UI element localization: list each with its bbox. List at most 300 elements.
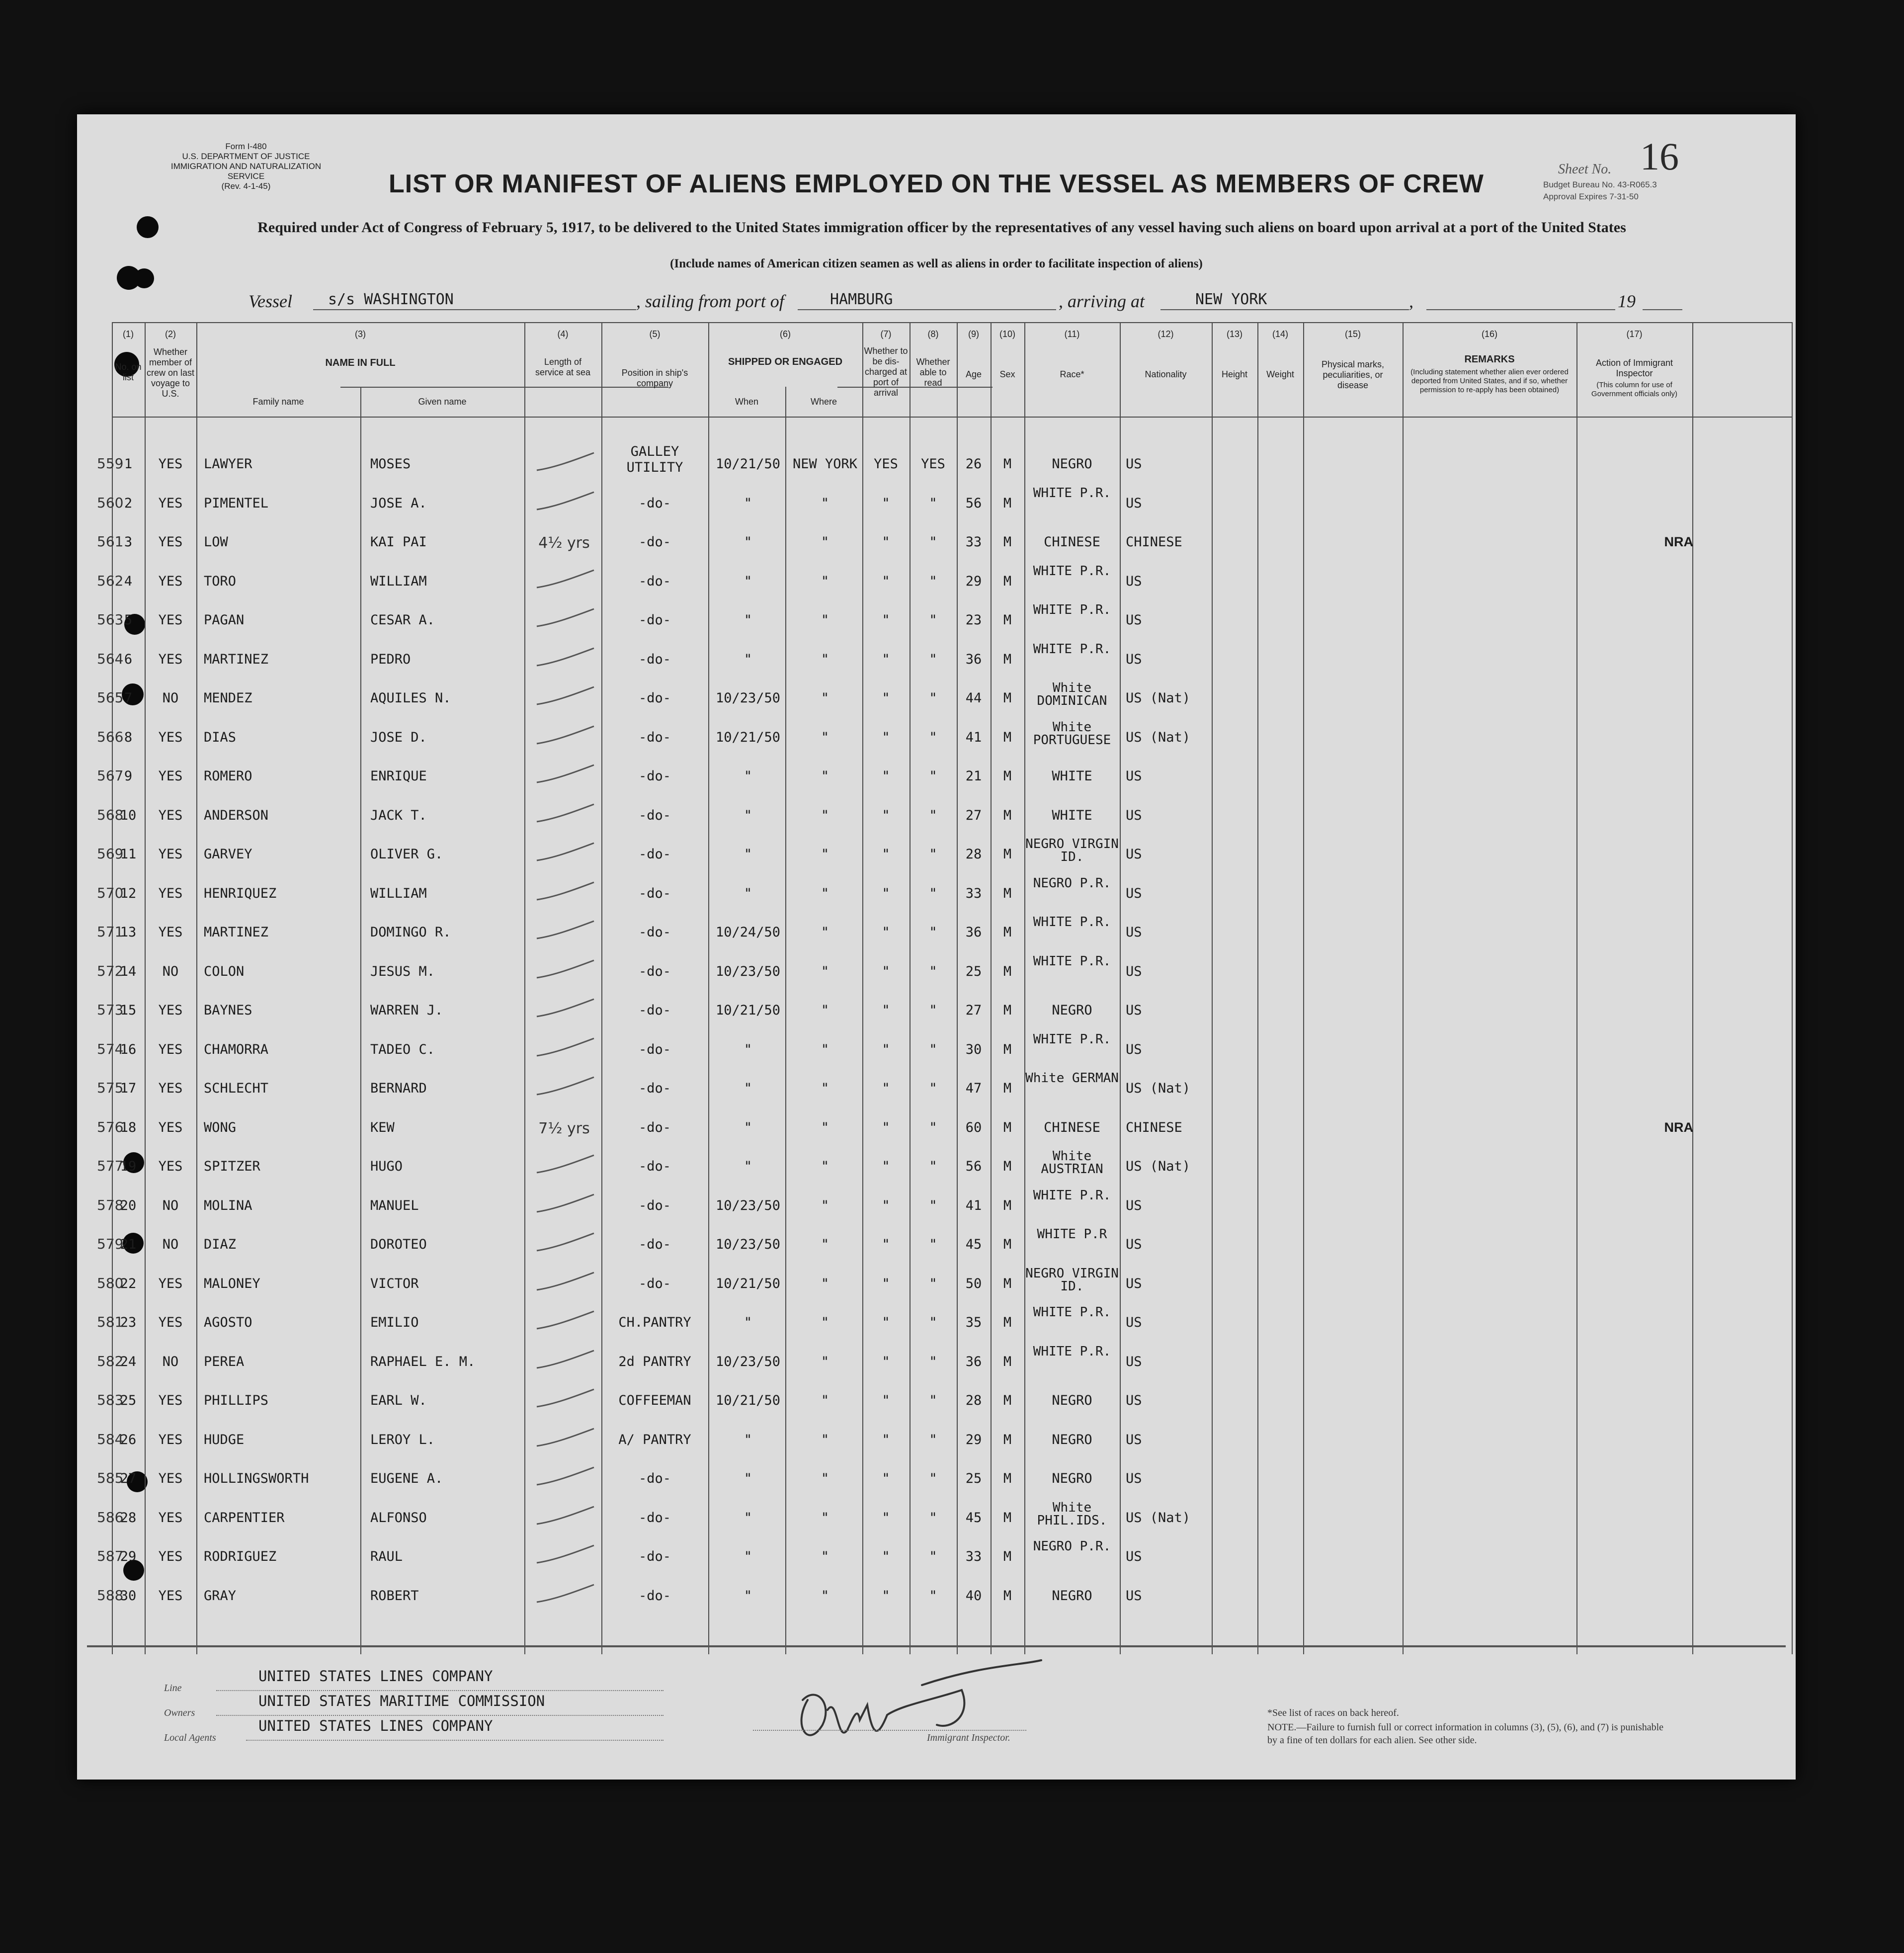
row-19-position: -do- (638, 1159, 671, 1174)
row-30-when: " (744, 1588, 752, 1604)
row-14-where: " (821, 963, 829, 979)
row-10-age: 27 (965, 807, 982, 823)
row-21-age: 45 (965, 1237, 982, 1252)
row-28-age: 45 (965, 1510, 982, 1526)
row-20-member: NO (162, 1197, 179, 1213)
row-1-discharged: YES (874, 456, 898, 472)
row-14-race: WHITE P.R. (1033, 953, 1111, 969)
col-num: (1) (123, 329, 134, 339)
row-7-sex: M (1003, 690, 1012, 706)
row-25-age: 28 (965, 1393, 982, 1408)
row-5-race: WHITE P.R. (1033, 602, 1111, 617)
row-25-sex: M (1003, 1393, 1012, 1408)
header-no-on-list: No. on list (115, 362, 142, 382)
header-race: Race* (1060, 369, 1084, 379)
header-weight: Weight (1266, 369, 1294, 379)
row-27-discharged: " (882, 1471, 890, 1486)
row-8-read: " (929, 729, 937, 745)
row-4-sex: M (1003, 573, 1012, 589)
row-22-position: -do- (638, 1275, 671, 1291)
row-8-family: DIAS (204, 729, 237, 745)
row-6-where: " (821, 651, 829, 667)
row-26-member: YES (158, 1432, 183, 1447)
pencil-check-mark (534, 919, 599, 943)
pencil-check-mark (534, 1309, 599, 1334)
row-1-given: MOSES (370, 456, 411, 472)
row-19-discharged: " (882, 1159, 890, 1174)
row-26-no: 26 (120, 1432, 137, 1447)
row-27-race: NEGRO (1052, 1471, 1092, 1486)
row-17-sex: M (1003, 1081, 1012, 1096)
row-20-no: 20 (120, 1197, 137, 1213)
row-17-race: White GERMAN (1025, 1071, 1119, 1086)
row-16-no: 16 (120, 1041, 137, 1057)
header-nationality: Nationality (1145, 369, 1187, 379)
row-23-discharged: " (882, 1315, 890, 1330)
pencil-check-mark (534, 606, 599, 631)
header-member-last-voyage: Whether member of crew on last voyage to U.S. (146, 347, 195, 399)
row-18-given: KEW (370, 1119, 395, 1135)
row-30-discharged: " (882, 1588, 890, 1604)
row-14-when: 10/23/50 (715, 963, 781, 979)
row-30-where: " (821, 1588, 829, 1604)
row-29-where: " (821, 1549, 829, 1564)
pencil-check-mark (534, 841, 599, 865)
row-3-nationality: CHINESE (1126, 534, 1182, 550)
row-22-read: " (929, 1275, 937, 1291)
row-10-position: -do- (638, 807, 671, 823)
row-5-discharged: " (882, 612, 890, 628)
pencil-check-mark (534, 568, 599, 593)
row-12-where: " (821, 885, 829, 901)
row-3-read: " (929, 534, 937, 550)
sheet-number-label: Sheet No. (1558, 162, 1612, 177)
row-27-age: 25 (965, 1471, 982, 1486)
row-22-given: VICTOR (370, 1275, 419, 1291)
margin-line-number: 569 (97, 846, 124, 862)
row-6-race: WHITE P.R. (1033, 641, 1111, 657)
row-12-member: YES (158, 885, 183, 901)
header-discharged: Whether to be dis-charged at port of arrival (864, 346, 908, 398)
pencil-check-mark (534, 1348, 599, 1373)
row-3-action: NRA (1664, 534, 1693, 549)
row-1-family: LAWYER (204, 456, 252, 472)
header-remarks-note: (Including statement whether alien ever ordered deported from United States, and if so, whether permission to re-apply has been obtained) (1410, 368, 1569, 394)
pencil-check-mark (534, 490, 599, 514)
row-9-nationality: US (1126, 768, 1142, 784)
penalty-note: NOTE.—Failure to furnish full or correct information in columns (3), (5), (6), and (7) is punishable by a fine of ten dollars for each alien. See other side. (1267, 1722, 1664, 1746)
row-28-race: White PHIL.IDS. (1037, 1500, 1107, 1528)
row-7-read: " (929, 690, 937, 706)
margin-line-number: 579 (97, 1236, 124, 1252)
vessel-label: Vessel (248, 291, 292, 311)
row-22-no: 22 (120, 1275, 137, 1291)
row-2-where: " (821, 495, 829, 511)
row-2-nationality: US (1126, 495, 1142, 511)
row-27-family: HOLLINGSWORTH (204, 1471, 309, 1486)
row-6-when: " (744, 651, 752, 667)
row-23-race: WHITE P.R. (1033, 1305, 1111, 1320)
row-14-read: " (929, 963, 937, 979)
row-16-position: -do- (638, 1041, 671, 1057)
margin-line-number: 565 (97, 689, 124, 706)
row-16-when: " (744, 1041, 752, 1057)
row-7-given: AQUILES N. (370, 690, 451, 706)
row-19-given: HUGO (370, 1159, 403, 1174)
row-21-nationality: US (1126, 1237, 1142, 1252)
margin-line-number: 560 (97, 494, 124, 511)
row-10-where: " (821, 807, 829, 823)
margin-line-number: 575 (97, 1080, 124, 1096)
col-num: (6) (780, 329, 791, 339)
col-num: (2) (165, 329, 176, 339)
row-18-where: " (821, 1119, 829, 1135)
row-9-when: " (744, 768, 752, 784)
row-21-given: DOROTEO (370, 1237, 427, 1252)
row-11-age: 28 (965, 847, 982, 862)
row-5-where: " (821, 612, 829, 628)
row-4-race: WHITE P.R. (1033, 563, 1111, 579)
row-9-sex: M (1003, 768, 1012, 784)
pencil-check-mark (534, 1153, 599, 1178)
row-16-where: " (821, 1041, 829, 1057)
row-13-when: 10/24/50 (715, 925, 781, 940)
row-9-position: -do- (638, 768, 671, 784)
row-24-nationality: US (1126, 1354, 1142, 1369)
row-29-nationality: US (1126, 1549, 1142, 1564)
row-7-age: 44 (965, 690, 982, 706)
page-subnote: (Include names of American citizen seamen as well as aliens in order to facilitate inspection of aliens) (670, 257, 1203, 270)
row-18-discharged: " (882, 1119, 890, 1135)
row-10-family: ANDERSON (204, 807, 269, 823)
pencil-check-mark (534, 1231, 599, 1256)
row-26-sex: M (1003, 1432, 1012, 1447)
row-1-read: YES (921, 456, 945, 472)
row-23-where: " (821, 1315, 829, 1330)
row-30-read: " (929, 1588, 937, 1604)
row-9-given: ENRIQUE (370, 768, 427, 784)
row-30-race: NEGRO (1052, 1588, 1092, 1604)
row-21-family: DIAZ (204, 1237, 237, 1252)
row-15-age: 27 (965, 1003, 982, 1018)
row-26-nationality: US (1126, 1432, 1142, 1447)
row-3-position: -do- (638, 534, 671, 550)
row-5-position: -do- (638, 612, 671, 628)
pencil-check-mark (534, 802, 599, 827)
row-2-no: 2 (124, 495, 133, 511)
row-8-nationality: US (Nat) (1126, 729, 1191, 745)
row-3-when: " (744, 534, 752, 550)
row-17-discharged: " (882, 1081, 890, 1096)
row-24-read: " (929, 1354, 937, 1369)
row-26-discharged: " (882, 1432, 890, 1447)
pencil-check-mark (534, 1387, 599, 1412)
row-5-family: PAGAN (204, 612, 245, 628)
row-23-age: 35 (965, 1315, 982, 1330)
pencil-check-mark (534, 1504, 599, 1529)
row-9-family: ROMERO (204, 768, 252, 784)
pencil-check-mark (534, 646, 599, 671)
row-9-read: " (929, 768, 937, 784)
row-13-discharged: " (882, 925, 890, 940)
row-18-no: 18 (120, 1119, 137, 1135)
margin-line-number: 576 (97, 1118, 124, 1135)
header-shipped-or-engaged: SHIPPED OR ENGAGED (728, 356, 843, 367)
row-12-discharged: " (882, 885, 890, 901)
row-13-member: YES (158, 925, 183, 940)
row-24-when: 10/23/50 (715, 1354, 781, 1369)
row-2-sex: M (1003, 495, 1012, 511)
row-14-given: JESUS M. (370, 963, 435, 979)
row-1-age: 26 (965, 456, 982, 472)
header-given-name: Given name (418, 397, 467, 407)
row-16-given: TADEO C. (370, 1041, 435, 1057)
row-17-age: 47 (965, 1081, 982, 1096)
row-6-no: 6 (124, 651, 133, 667)
row-19-age: 56 (965, 1159, 982, 1174)
row-17-member: YES (158, 1081, 183, 1096)
vessel-name: s/s WASHINGTON (328, 291, 454, 308)
row-8-no: 8 (124, 729, 133, 745)
margin-line-number: 583 (97, 1392, 124, 1408)
margin-line-number: 584 (97, 1431, 124, 1447)
row-16-member: YES (158, 1041, 183, 1057)
row-11-given: OLIVER G. (370, 847, 443, 862)
row-11-race: NEGRO VIRGIN ID. (1025, 837, 1119, 864)
row-4-position: -do- (638, 573, 671, 589)
row-12-family: HENRIQUEZ (204, 885, 277, 901)
col-num: (13) (1226, 329, 1242, 339)
row-27-position: -do- (638, 1471, 671, 1486)
row-19-family: SPITZER (204, 1159, 260, 1174)
page-title: LIST OR MANIFEST OF ALIENS EMPLOYED ON THE VESSEL AS MEMBERS OF CREW (389, 170, 1484, 198)
row-12-no: 12 (120, 885, 137, 901)
row-7-no: 7 (124, 690, 133, 706)
row-30-sex: M (1003, 1588, 1012, 1604)
pencil-check-mark (534, 1075, 599, 1100)
sailing-label: , sailing from port of (636, 291, 784, 311)
row-21-where: " (821, 1237, 829, 1252)
row-25-where: " (821, 1393, 829, 1408)
row-15-discharged: " (882, 1003, 890, 1018)
col-num: (16) (1481, 329, 1497, 339)
row-6-sex: M (1003, 651, 1012, 667)
row-19-sex: M (1003, 1159, 1012, 1174)
row-6-age: 36 (965, 651, 982, 667)
row-27-given: EUGENE A. (370, 1471, 443, 1486)
margin-line-number: 564 (97, 650, 124, 667)
row-7-position: -do- (638, 690, 671, 706)
row-26-read: " (929, 1432, 937, 1447)
row-4-discharged: " (882, 573, 890, 589)
row-20-when: 10/23/50 (715, 1197, 781, 1213)
row-27-where: " (821, 1471, 829, 1486)
header-height: Height (1221, 369, 1248, 379)
row-7-discharged: " (882, 690, 890, 706)
row-22-sex: M (1003, 1275, 1012, 1291)
row-20-position: -do- (638, 1197, 671, 1213)
row-1-where: NEW YORK (792, 456, 858, 472)
row-5-member: YES (158, 612, 183, 628)
row-24-discharged: " (882, 1354, 890, 1369)
row-20-discharged: " (882, 1197, 890, 1213)
row-27-when: " (744, 1471, 752, 1486)
row-13-race: WHITE P.R. (1033, 915, 1111, 930)
row-29-given: RAUL (370, 1549, 403, 1564)
margin-line-number: 571 (97, 924, 124, 940)
row-1-nationality: US (1126, 456, 1142, 472)
row-14-discharged: " (882, 963, 890, 979)
row-5-sex: M (1003, 612, 1012, 628)
row-12-read: " (929, 885, 937, 901)
row-15-read: " (929, 1003, 937, 1018)
row-26-family: HUDGE (204, 1432, 245, 1447)
row-24-family: PEREA (204, 1354, 245, 1369)
row-7-when: 10/23/50 (715, 690, 781, 706)
row-5-nationality: US (1126, 612, 1142, 628)
row-22-discharged: " (882, 1275, 890, 1291)
row-30-position: -do- (638, 1588, 671, 1604)
row-3-family: LOW (204, 534, 228, 550)
row-25-member: YES (158, 1393, 183, 1408)
row-13-age: 36 (965, 925, 982, 940)
row-27-nationality: US (1126, 1471, 1142, 1486)
row-2-given: JOSE A. (370, 495, 427, 511)
col-num: (14) (1272, 329, 1288, 339)
margin-line-number: 566 (97, 728, 124, 745)
owners-company: UNITED STATES MARITIME COMMISSION (258, 1693, 545, 1709)
row-10-read: " (929, 807, 937, 823)
row-9-where: " (821, 768, 829, 784)
row-20-read: " (929, 1197, 937, 1213)
row-28-no: 28 (120, 1510, 137, 1526)
row-16-family: CHAMORRA (204, 1041, 269, 1057)
row-8-position: -do- (638, 729, 671, 745)
row-12-position: -do- (638, 885, 671, 901)
row-30-no: 30 (120, 1588, 137, 1604)
row-10-given: JACK T. (370, 807, 427, 823)
row-25-read: " (929, 1393, 937, 1408)
row-8-age: 41 (965, 729, 982, 745)
row-3-no: 3 (124, 534, 133, 550)
row-28-when: " (744, 1510, 752, 1526)
row-23-nationality: US (1126, 1315, 1142, 1330)
margin-line-number: 585 (97, 1470, 124, 1486)
col-num: (9) (968, 329, 979, 339)
row-15-no: 15 (120, 1003, 137, 1018)
row-11-sex: M (1003, 847, 1012, 862)
row-2-race: WHITE P.R. (1033, 485, 1111, 501)
row-6-position: -do- (638, 651, 671, 667)
row-25-given: EARL W. (370, 1393, 427, 1408)
row-3-sex: M (1003, 534, 1012, 550)
row-11-member: YES (158, 847, 183, 862)
row-18-sex: M (1003, 1119, 1012, 1135)
header-action-note: (This column for use of Government officials only) (1591, 381, 1678, 398)
row-18-read: " (929, 1119, 937, 1135)
manifest-sheet: Form I-480 U.S. DEPARTMENT OF JUSTICE IMMIGRATION AND NATURALIZATION SERVICE (Rev. 4-1-45) Sheet No. 16 Budget Bureau No. 43-R065.3 Approval Expires 7-31-50 LIST OR MANIFEST OF ALIENS EMPLOYED ON THE VESSEL AS MEMBERS OF CREW Required under Act of Congress of February 5, 1917, to be delivered to the United States immigration officer by the representatives of any vessel having such aliens on board upon arrival at a port of the United States (Include names of American citizen seamen as well as aliens in order to facilitate inspection of aliens) Vessel s/s WASHINGTON , sailing from port of HAMBURG , arriving at NEW YORK , 19 (1) No. on list (2) Whether member of crew on last voyage to U.S. (3) NAME IN FULL Family name Given name (4) Length of service at sea (5) Position in ship's company (6) SHIPPED OR ENGAGED When Where (7) Whether to be dis-charged at port of arrival (8) Whether able to read (9) Age (10) Sex (11) Race* (12) Nationality (13) Height (14) Weight (15) Physical marks, peculiarities, or disease (16) REMARKS (Including statement whether alien ever ordered deported from United States, and if so, whether permission to re-apply has been obtained) (17) Action of Immigrant Inspector (This column for use of Government officials only) 1 YES LAWYER MOSES GALLEY UTILITY 10/21/50 NEW YORK YES YES 26 M NEGRO US 2 YES PIMENTEL JOSE A. -do- " " " " 56 M WHITE P.R. US 3 YES LOW KAI PAI 4½ yrs -do- " " " " 33 M CHINESE CHINESE NRA 4 YES TORO WILLIAM -do- " " " " 29 M WHITE P.R. US 5 YES PAGAN CESAR A. -do- " " " " 23 M WHITE P.R. US 6 YES MARTINEZ PEDRO -do- " " " " 36 M WHITE P.R. US 7 NO MENDEZ AQUILES N. -do- 10/23/50 " " " 44 M White DOMINICAN US (Nat) 8 YES DIAS JOSE D. -do- 10/21/50 " " " 41 M White PORTUGUESE US (Nat) 9 YES ROMERO ENRIQUE -do- " " " " 21 M WHITE US 10 YES ANDERSON JACK T. -do- " " " " 27 M WHITE US 11 YES GARVEY OLIVER G. -do- " " " " 28 M NEGRO VIRGIN ID. US 12 YES HENRIQUEZ WILLIAM -do- " " " " 33 M NEGRO P.R. US 13 YES MARTINEZ DOMINGO R. -do- 10/24/50 " " " 36 M WHITE P.R. US 14 NO COLON JESUS M. -do- 10/23/50 " " " 25 M WHITE P.R. US 15 YES BAYNES WARREN J. -do- 10/21/50 " " " 27 M NEGRO US 16 YES CHAMORRA TADEO C. -do- " " " " 30 M WHITE P.R. US 17 YES SCHLECHT BERNARD -do- " " " " 47 M White GERMAN US (Nat) 18 YES WONG KEW 7½ yrs -do- " " " " 60 M CHINESE CHINESE NRA 19 YES SPITZER HUGO -do- " " " " 56 M White AUSTRIAN US (Nat) 20 NO MOLINA MANUEL -do- 10/23/50 " " " 41 M WHITE P.R. US 21 NO DIAZ DOROTEO -do- 10/23/50 " " " 45 M WHITE P.R US 22 YES MALONEY VICTOR -do- 10/21/50 " " " 50 M NEGRO VIRGIN ID. US 23 YES AGOSTO EMILIO CH.PANTRY " " " " 35 M WHITE P.R. US 24 NO PEREA RAPHAEL E. M. 2d PANTRY 10/23/50 " " " 36 M WHITE P.R. US 25 YES PHILLIPS EARL W. COFFEEMAN 10/21/50 " " " 28 M NEGRO US 26 YES HUDGE LEROY L. A/ PANTRY " " " " 29 M NEGRO US 27 YES HOLLINGSWORTH EUGENE A. -do- " " " " 25 M NEGRO US 28 YES CARPENTIER ALFONSO -do- " " " " 45 M White PHIL.IDS. US (Nat) 29 YES RODRIGUEZ RAUL -do- " " " " 33 M NEGRO P.R. US 30 YES GRAY ROBERT -do- " " " " 40 M NEGRO US 559 560 561 562 563 564 565 566 567 568 569 570 571 572 573 574 575 576 577 578 579 580 581 582 583 584 585 586 587 588 Line UNITED STATES LINES COMPANY Owners UNITED STATES MARITIME COMMISSION Local Agents UNITED STATES LINES COMPANY Immigrant Inspector. *See list of races on back hereof. NOTE.—Failure to furnish full or correct information in columns (3), (5), (6), and (7) is punishable by a fine of ten dollars for each alien. See other side. (77, 114, 1796, 1780)
row-6-family: MARTINEZ (204, 651, 269, 667)
row-25-race: NEGRO (1052, 1393, 1092, 1408)
row-19-read: " (929, 1159, 937, 1174)
pencil-check-mark (534, 1036, 599, 1061)
row-6-read: " (929, 651, 937, 667)
row-15-sex: M (1003, 1003, 1012, 1018)
col-num: (3) (355, 329, 366, 339)
row-27-sex: M (1003, 1471, 1012, 1486)
pencil-check-mark (534, 450, 599, 475)
pencil-check-mark (534, 684, 599, 709)
row-13-where: " (821, 925, 829, 940)
row-15-position: -do- (638, 1003, 671, 1018)
row-22-where: " (821, 1275, 829, 1291)
row-21-read: " (929, 1237, 937, 1252)
header-physical-marks: Physical marks, peculiarities, or disease (1321, 359, 1385, 390)
row-23-position: CH.PANTRY (618, 1315, 691, 1330)
pencil-check-mark (534, 1192, 599, 1217)
row-26-position: A/ PANTRY (618, 1432, 691, 1447)
row-15-member: YES (158, 1003, 183, 1018)
margin-line-number: 587 (97, 1548, 124, 1564)
row-2-read: " (929, 495, 937, 511)
row-3-where: " (821, 534, 829, 550)
header-family-name: Family name (252, 397, 304, 407)
row-23-sex: M (1003, 1315, 1012, 1330)
col-num: (8) (927, 329, 939, 339)
row-21-member: NO (162, 1237, 179, 1252)
row-20-given: MANUEL (370, 1197, 419, 1213)
row-24-given: RAPHAEL E. M. (370, 1354, 476, 1369)
margin-line-number: 559 (97, 455, 124, 472)
header-action-of-inspector: Action of Immigrant Inspector (1595, 358, 1673, 378)
row-29-family: RODRIGUEZ (204, 1549, 277, 1564)
row-20-nationality: US (1126, 1197, 1142, 1213)
header-able-to-read: Whether able to read (916, 357, 950, 388)
department: U.S. DEPARTMENT OF JUSTICE (182, 152, 310, 161)
row-29-no: 29 (120, 1549, 137, 1564)
row-9-discharged: " (882, 768, 890, 784)
row-23-member: YES (158, 1315, 183, 1330)
form-number: Form I-480 (225, 142, 267, 151)
row-26-where: " (821, 1432, 829, 1447)
header-where: Where (810, 397, 837, 407)
row-6-given: PEDRO (370, 651, 411, 667)
row-5-read: " (929, 612, 937, 628)
row-22-nationality: US (1126, 1275, 1142, 1291)
row-1-no: 1 (124, 456, 133, 472)
row-20-race: WHITE P.R. (1033, 1188, 1111, 1203)
row-10-when: " (744, 807, 752, 823)
row-3-given: KAI PAI (370, 534, 427, 550)
margin-line-number: 574 (97, 1040, 124, 1057)
col-num: (5) (649, 329, 661, 339)
row-18-action: NRA (1664, 1119, 1693, 1135)
row-3-length: 4½ yrs (538, 534, 590, 552)
row-18-family: WONG (204, 1119, 237, 1135)
row-1-race: NEGRO (1052, 456, 1092, 472)
row-11-no: 11 (120, 847, 137, 862)
header-age: Age (965, 369, 982, 379)
col-num: (10) (999, 329, 1015, 339)
row-30-nationality: US (1126, 1588, 1142, 1604)
row-26-age: 29 (965, 1432, 982, 1447)
pencil-check-mark (534, 997, 599, 1021)
row-18-length: 7½ yrs (538, 1119, 590, 1137)
pencil-check-mark (534, 1543, 599, 1568)
col-num: (11) (1064, 329, 1080, 339)
row-13-family: MARTINEZ (204, 925, 269, 940)
row-21-race: WHITE P.R (1037, 1227, 1107, 1242)
